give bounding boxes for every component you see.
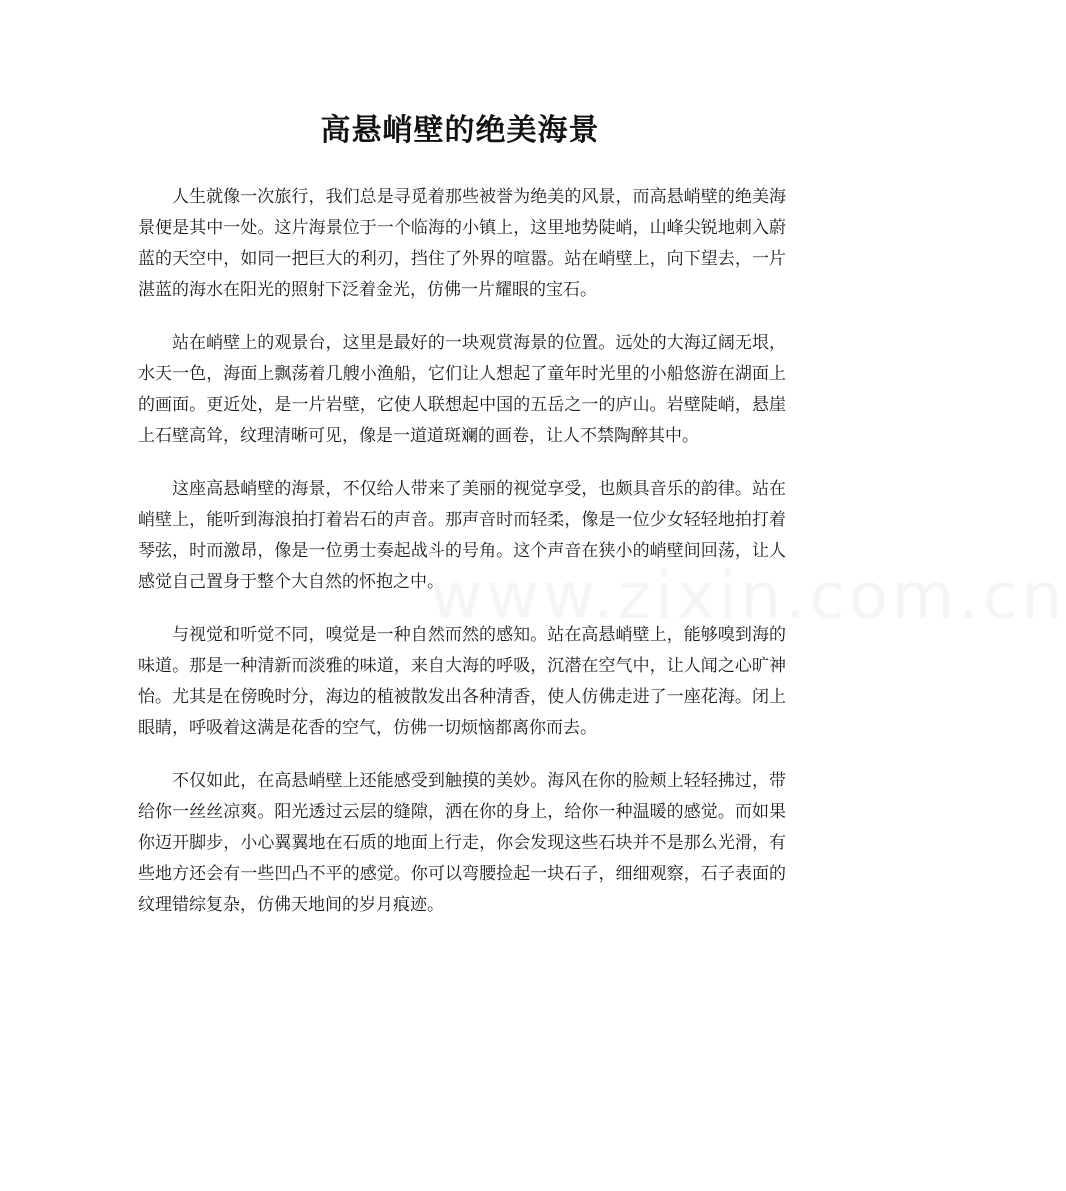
page-title: 高悬峭壁的绝美海景 — [320, 113, 600, 148]
paragraph: 不仅如此，在高悬峭壁上还能感受到触摸的美妙。海风在你的脸颊上轻轻拂过，带给你一丝丝凉爽。阳光透过云层的缝隙，洒在你的身上，给你一种温暖的感觉。而如果你迈开脚步，小心翼翼地在石质的地面上行走，你会发现这些石块并不是那么光滑，有些地方还会有一些凹凸不平的感觉。你可以弯腰捡起一块石子，细细观察，石子表面的纹理错综复杂，仿佛天地间的岁月痕迹。 — [138, 771, 786, 915]
paragraph: 与视觉和听觉不同，嗅觉是一种自然而然的感知。站在高悬峭壁上，能够嗅到海的味道。那是一种清新而淡雅的味道，来自大海的呼吸，沉潜在空气中，让人闻之心旷神怡。尤其是在傍晚时分，海边的植被散发出各种清香，使人仿佛走进了一座花海。闭上眼睛，呼吸着这满是花香的空气，仿佛一切烦恼都离你而去。 — [138, 625, 786, 738]
watermark: www.zixin.com.cn — [430, 560, 1066, 634]
paragraph: 人生就像一次旅行，我们总是寻觅着那些被誉为绝美的风景，而高悬峭壁的绝美海景便是其中一处。这片海景位于一个临海的小镇上，这里地势陡峭，山峰尖锐地刺入蔚蓝的天空中，如同一把巨大的利刃，挡住了外界的喧嚣。站在峭壁上，向下望去，一片湛蓝的海水在阳光的照射下泛着金光，仿佛一片耀眼的宝石。 — [138, 187, 786, 300]
paragraph: 这座高悬峭壁的海景，不仅给人带来了美丽的视觉享受，也颇具音乐的韵律。站在峭壁上，能听到海浪拍打着岩石的声音。那声音时而轻柔，像是一位少女轻轻地拍打着琴弦，时而激昂，像是一位勇士奏起战斗的号角。这个声音在狭小的峭壁间回荡，让人感觉自己置身于整个大自然的怀抱之中。 — [138, 479, 786, 592]
paragraph: 站在峭壁上的观景台，这里是最好的一块观赏海景的位置。远处的大海辽阔无垠，水天一色，海面上飘荡着几艘小渔船，它们让人想起了童年时光里的小船悠游在湖面上的画面。更近处，是一片岩壁，它使人联想起中国的五岳之一的庐山。岩壁陡峭，悬崖上石壁高耸，纹理清晰可见，像是一道道斑斓的画卷，让人不禁陶醉其中。 — [138, 333, 786, 446]
document-body — [138, 182, 786, 943]
